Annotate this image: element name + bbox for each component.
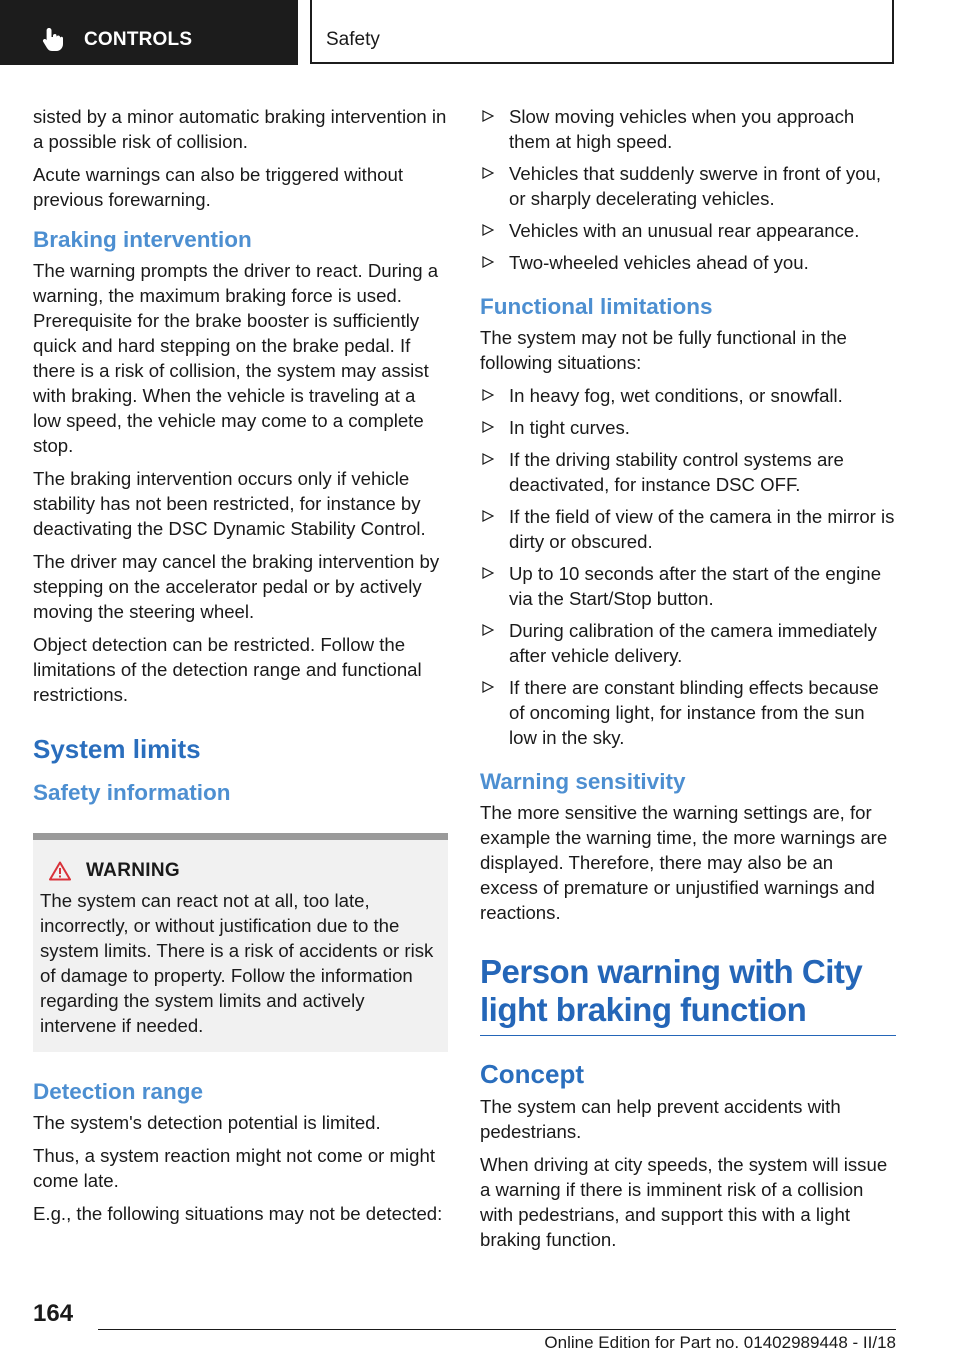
list-item [480, 447, 896, 497]
list-item-text: If the driving stability control systems are deactivated, for instance DSC OFF. [509, 449, 844, 495]
section-tab [0, 0, 298, 65]
paragraph: Object detection can be restricted. Follow the limitations of the detection range and functional restrictions. [33, 634, 422, 705]
paragraph: When driving at city speeds, the system will issue a warning if there is imminent risk of a collision with pedestrians, and support this with a light braking function. [480, 1154, 888, 1250]
list-item [480, 104, 896, 154]
warning-title: WARNING [86, 860, 180, 881]
paragraph: sisted by a minor automatic braking intervention in a possible risk of collision. [33, 106, 447, 152]
right-column [480, 104, 896, 1260]
paragraph: The more sensitive the warning settings are, for example the warning time, the more warnings are displayed. Therefore, there may also be an excess of premature or unjustified warnings and reactions. [480, 802, 888, 923]
triangle-bullet-icon [482, 681, 494, 693]
paragraph: The warning prompts the driver to react. During a warning, the maximum braking force is used. Prerequisite for the brake booster is sufficiently quick and hard stepping on the brake pedal. If there is a risk of collision, the system may assist with braking. When the vehicle is traveling at a low speed, the vehicle may come to a complete stop. [33, 260, 439, 456]
list-item [480, 415, 896, 440]
triangle-bullet-icon [482, 389, 494, 401]
paragraph: The braking intervention occurs only if vehicle stability has not been restricted, for instance by deactivating the DSC Dynamic Stability Control. [33, 468, 426, 539]
list-item-text: During calibration of the camera immediately after vehicle delivery. [509, 620, 877, 666]
list-item [480, 618, 896, 668]
heading-person-warning: Person warning with City light braking function [480, 953, 896, 1036]
warning-text: The system can react not at all, too late, incorrectly, or without justification due to the system limits. There is a risk of accidents or risk of damage to property. Follow the information regarding the system limits and actively intervene if needed. [40, 890, 434, 1036]
paragraph: The system's detection potential is limited. [33, 1112, 381, 1133]
hand-pointer-icon [40, 26, 66, 52]
triangle-bullet-icon [482, 224, 494, 236]
list-item [480, 250, 896, 275]
list-item-text: Vehicles with an unusual rear appearance. [509, 220, 860, 241]
chapter-title-box [310, 0, 894, 64]
heading-system-limits: System limits [33, 734, 201, 764]
chapter-title: Safety [326, 29, 380, 50]
triangle-bullet-icon [482, 110, 494, 122]
list-item [480, 561, 896, 611]
warning-box [33, 833, 448, 1052]
list-item-text: If the field of view of the camera in the mirror is dirty or obscured. [509, 506, 895, 552]
list-item-text: In tight curves. [509, 417, 630, 438]
list-item-text: Up to 10 seconds after the start of the engine via the Start/Stop button. [509, 563, 882, 609]
functional-list [480, 383, 896, 750]
heading-functional-limitations: Functional limitations [480, 294, 713, 319]
section-tab-label: CONTROLS [84, 29, 193, 50]
triangle-bullet-icon [482, 567, 494, 579]
triangle-bullet-icon [482, 453, 494, 465]
paragraph: The system can help prevent accidents with pedestrians. [480, 1096, 841, 1142]
heading-braking-intervention: Braking intervention [33, 227, 252, 252]
triangle-bullet-icon [482, 256, 494, 268]
list-item-text: Two-wheeled vehicles ahead of you. [509, 252, 809, 273]
triangle-bullet-icon [482, 624, 494, 636]
heading-safety-information: Safety information [33, 780, 231, 805]
triangle-bullet-icon [482, 167, 494, 179]
footer-divider [98, 1329, 896, 1330]
heading-warning-sensitivity: Warning sensitivity [480, 769, 686, 794]
warning-header [40, 860, 440, 882]
list-item [480, 504, 896, 554]
warning-triangle-icon [49, 861, 71, 881]
paragraph: Thus, a system reaction might not come or might come late. [33, 1145, 435, 1191]
left-column [33, 104, 448, 1234]
triangle-bullet-icon [482, 421, 494, 433]
heading-detection-range: Detection range [33, 1079, 204, 1104]
page-number: 164 [33, 1300, 74, 1327]
paragraph: E.g., the following situations may not be detected: [33, 1203, 443, 1224]
list-item [480, 161, 896, 211]
list-item [480, 383, 896, 408]
list-item-text: Vehicles that suddenly swerve in front of you, or sharply decelerating vehicles. [509, 163, 882, 209]
list-item-text: If there are constant blinding effects because of oncoming light, for instance from the sun low in the sky. [509, 677, 879, 748]
list-item-text: Slow moving vehicles when you approach them at high speed. [509, 106, 855, 152]
list-item [480, 218, 896, 243]
paragraph: Acute warnings can also be triggered without previous forewarning. [33, 164, 404, 210]
paragraph: The system may not be fully functional in the following situations: [480, 327, 847, 373]
footer-edition: Online Edition for Part no. 01402989448 - II/18 [544, 1333, 896, 1352]
heading-concept: Concept [480, 1059, 584, 1089]
paragraph: The driver may cancel the braking intervention by stepping on the accelerator pedal or by actively moving the steering wheel. [33, 551, 440, 622]
list-item-text: In heavy fog, wet conditions, or snowfall. [509, 385, 843, 406]
triangle-bullet-icon [482, 510, 494, 522]
list-item [480, 675, 896, 750]
detect-list [480, 104, 896, 275]
